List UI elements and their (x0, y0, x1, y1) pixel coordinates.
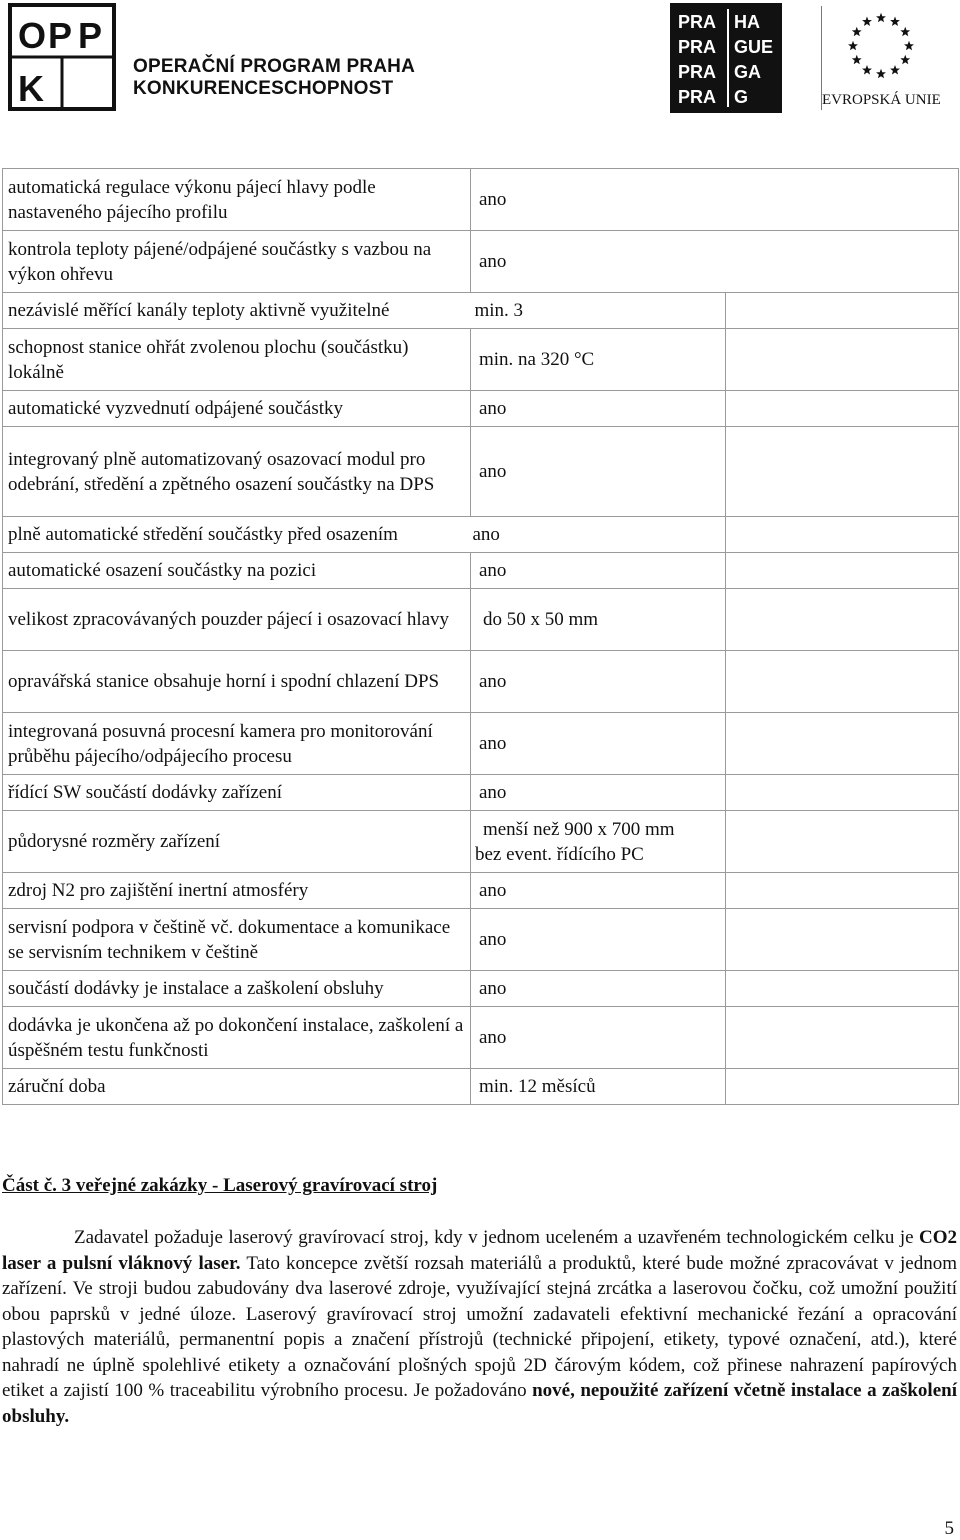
table-row (3, 909, 959, 971)
table-row (3, 391, 959, 427)
table-row (3, 589, 959, 651)
param-cell: záruční doba (3, 1069, 471, 1105)
table-row (3, 1007, 959, 1069)
value-line-1: menší než 900 x 700 mm (482, 818, 675, 840)
empty-cell (725, 427, 959, 517)
empty-cell (725, 873, 959, 909)
empty-cell (725, 553, 959, 589)
eu-label: EVROPSKÁ UNIE (822, 92, 941, 108)
param-cell: schopnost stanice ohřát zvolenou plochu (součástku) lokálně (3, 329, 471, 391)
table-row (3, 1069, 959, 1105)
empty-cell (725, 517, 959, 553)
empty-cell (725, 651, 959, 713)
empty-cell (725, 1007, 959, 1069)
opp-line-1: OPERAČNÍ PROGRAM PRAHA (133, 56, 416, 77)
param-cell: automatické vyzvednutí odpájené součástky (3, 391, 471, 427)
param-cell: plně automatické středění součástky před osazením (3, 517, 471, 553)
praha-right-1: HA (734, 12, 760, 32)
value-cell: ano (470, 517, 725, 553)
param-cell: půdorysné rozměry zařízení (3, 811, 471, 873)
table-row (3, 293, 959, 329)
empty-cell (725, 811, 959, 873)
param-cell: integrovaná posuvná procesní kamera pro monitorování průběhu pájecího/odpájecího procesu (3, 713, 471, 775)
value-cell: ano (470, 169, 725, 231)
value-cell: do 50 x 50 mm (470, 589, 725, 651)
eu-star-icon (900, 55, 910, 64)
param-cell: automatická regulace výkonu pájecí hlavy podle nastaveného pájecího profilu (3, 169, 471, 231)
value-line-2: bez event. řídícího PC (474, 843, 644, 865)
value-cell (470, 811, 725, 873)
value-cell: ano (470, 427, 725, 517)
empty-cell (725, 909, 959, 971)
param-cell: servisní podpora v češtině vč. dokumentace a komunikace se servisním technikem v češtině (3, 909, 471, 971)
value-cell: ano (470, 231, 725, 293)
value-cell: ano (470, 775, 725, 811)
opp-program-name (133, 56, 415, 100)
opp-letter-o: O (18, 15, 47, 56)
value-cell: ano (470, 971, 725, 1007)
param-cell: kontrola teploty pájené/odpájené součástky s vazbou na výkon ohřevu (3, 231, 471, 293)
value-cell: ano (470, 909, 725, 971)
value-cell: ano (470, 391, 725, 427)
value-cell: min. 12 měsíců (470, 1069, 725, 1105)
param-cell: součástí dodávky je instalace a zaškolení obsluhy (3, 971, 471, 1007)
praha-right-4: G (734, 87, 749, 107)
table-row (3, 811, 959, 873)
table-row (3, 651, 959, 713)
page-number: 5 (944, 1518, 954, 1539)
value-cell: ano (470, 873, 725, 909)
opp-logo (8, 3, 116, 111)
eu-star-icon (862, 17, 872, 26)
section-heading: Část č. 3 veřejné zakázky - Laserový gravírovací stroj (2, 1175, 438, 1196)
table-row (3, 713, 959, 775)
empty-cell (725, 293, 959, 329)
eu-star-icon (862, 65, 872, 74)
param-cell: zdroj N2 pro zajištění inertní atmosféry (3, 873, 471, 909)
empty-cell (725, 1069, 959, 1105)
eu-star-icon (852, 27, 862, 36)
table-row (3, 775, 959, 811)
praha-left-1: PRA (678, 12, 717, 32)
empty-cell (725, 971, 959, 1007)
paragraph-bold-2: nové, nepoužité zařízení včetně instalace a zaškolení obsluhy. (2, 1380, 957, 1427)
praha-right-2: GUE (734, 37, 774, 57)
table-row (3, 517, 959, 553)
paragraph-bold-1: CO2 laser a pulsní vláknový laser. (2, 1227, 957, 1274)
opp-letter-p2: P (78, 15, 103, 56)
praha-left-2: PRA (678, 37, 717, 57)
table-row (3, 231, 959, 293)
eu-star-icon (848, 41, 858, 50)
eu-stars-icon (840, 10, 922, 82)
param-cell: dodávka je ukončena až po dokončení instalace, zaškolení a úspěšném testu funkčnosti (3, 1007, 471, 1069)
table-row (3, 169, 959, 231)
value-cell: ano (470, 651, 725, 713)
empty-cell (725, 329, 959, 391)
opp-line-2: KONKURENCESCHOPNOST (133, 78, 394, 99)
paragraph-text-2: Tato koncepce zvětší rozsah materiálů a produktů, které bude možné zpracovávat v jednom zařízení. Ve stroji budou zabudovány dva laserové zdroje, využívající stejná zrcátka a laserovou čočku, což umožní použití obou paprsků v jedné úloze. Laserový gravírovací stroj umožní zadavateli efektivní mechanické řezání a opracování plastových materiálů, permanentní popis a značení přístrojů (technické připojení, etikety, typové označení, atd.), které nahradí ne úplně spolehlivé etikety a označování plošných spojů 2D čárovým kódem, což přinese nahrazení papírových etiket a zajistí 100 % traceabilitu výrobního procesu. Je požadováno (2, 1252, 957, 1401)
eu-star-icon (876, 69, 886, 78)
empty-cell (725, 775, 959, 811)
praha-right-3: GA (734, 62, 761, 82)
param-cell: nezávislé měřící kanály teploty aktivně využitelné (3, 293, 471, 329)
eu-star-icon (900, 27, 910, 36)
value-cell: ano (470, 553, 725, 589)
table-row (3, 553, 959, 589)
spec-table (2, 168, 959, 1105)
param-cell: automatické osazení součástky na pozici (3, 553, 471, 589)
empty-cell (725, 231, 959, 293)
opp-letter-k: K (18, 68, 44, 109)
param-cell: opravářská stanice obsahuje horní i spodní chlazení DPS (3, 651, 471, 713)
praha-logo (670, 3, 782, 113)
table-row (3, 971, 959, 1007)
value-cell: ano (470, 713, 725, 775)
eu-star-icon (890, 17, 900, 26)
empty-cell (725, 169, 959, 231)
eu-star-icon (876, 13, 886, 22)
eu-star-icon (852, 55, 862, 64)
table-row (3, 329, 959, 391)
table-row (3, 427, 959, 517)
param-cell: integrovaný plně automatizovaný osazovací modul pro odebrání, středění a zpětného osazení součástky na DPS (3, 427, 471, 517)
page-header (0, 0, 960, 120)
eu-star-icon (904, 41, 914, 50)
value-cell: min. 3 (470, 293, 725, 329)
empty-cell (725, 589, 959, 651)
empty-cell (725, 713, 959, 775)
praha-left-4: PRA (678, 87, 717, 107)
param-cell: velikost zpracovávaných pouzder pájecí i osazovací hlavy (3, 589, 471, 651)
paragraph-text-1: Zadavatel požaduje laserový gravírovací stroj, kdy v jednom uceleném a uzavřeném technologickém celku je (74, 1227, 919, 1248)
value-cell: min. na 320 °C (470, 329, 725, 391)
section-paragraph (2, 1225, 957, 1429)
opp-letter-p1: P (48, 15, 73, 56)
eu-star-icon (890, 65, 900, 74)
table-row (3, 873, 959, 909)
praha-left-3: PRA (678, 62, 717, 82)
empty-cell (725, 391, 959, 427)
param-cell: řídící SW součástí dodávky zařízení (3, 775, 471, 811)
value-cell: ano (470, 1007, 725, 1069)
